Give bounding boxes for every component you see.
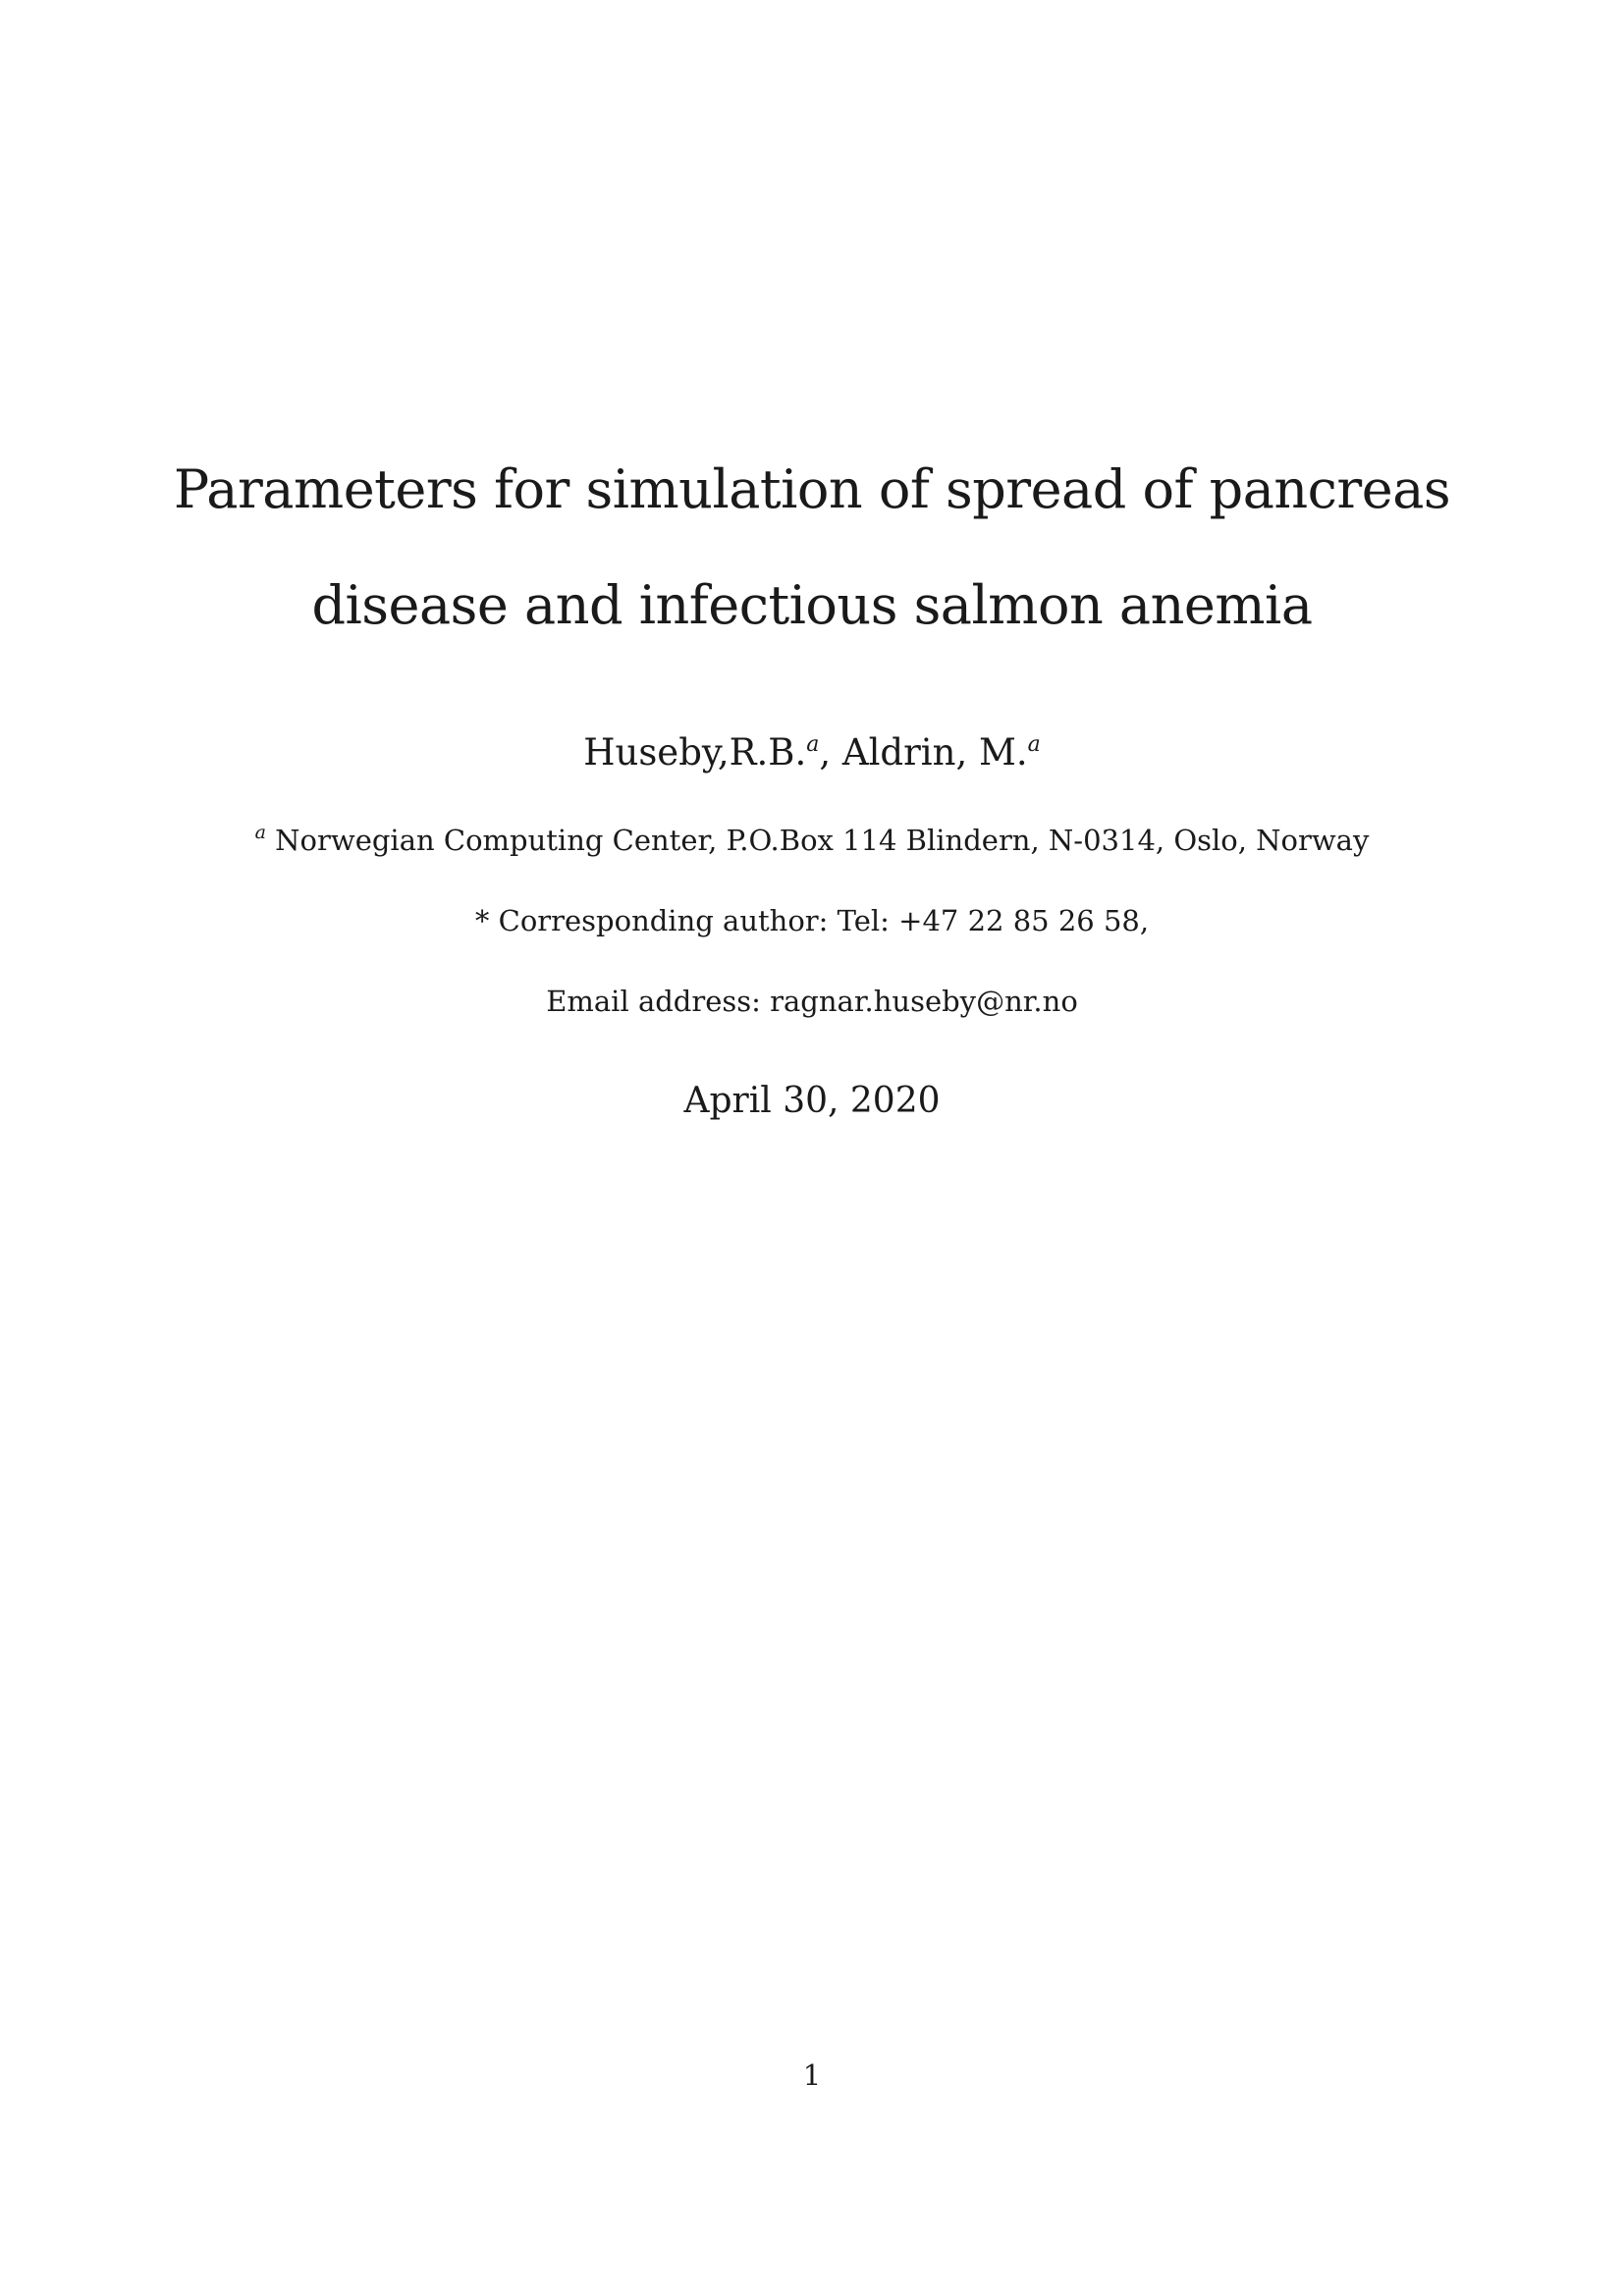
affiliation-mark: a [254, 822, 266, 843]
affiliation-text: Norwegian Computing Center, P.O.Box 114 Blindern, N-0314, Oslo, Norway [265, 824, 1370, 857]
corresponding-author: * Corresponding author: Tel: +47 22 85 26 58, [474, 904, 1150, 937]
author-affiliation-mark: a [1027, 732, 1041, 757]
publication-date: April 30, 2020 [683, 1081, 941, 1121]
author-affiliation-mark: a [806, 732, 820, 757]
author-name: Huseby,R.B. [583, 731, 807, 774]
paper-title-line-1: Parameters for simulation of spread of pancreas [173, 458, 1451, 520]
author-list [0, 731, 1624, 774]
page-number: 1 [802, 2058, 822, 2092]
author-name: Aldrin, M. [841, 731, 1028, 774]
paper-title-line-2: disease and infectious salmon anemia [311, 574, 1313, 636]
email-address: Email address: ragnar.huseby@nr.no [546, 985, 1078, 1018]
affiliation [0, 822, 1624, 857]
author-separator: , [819, 731, 842, 774]
